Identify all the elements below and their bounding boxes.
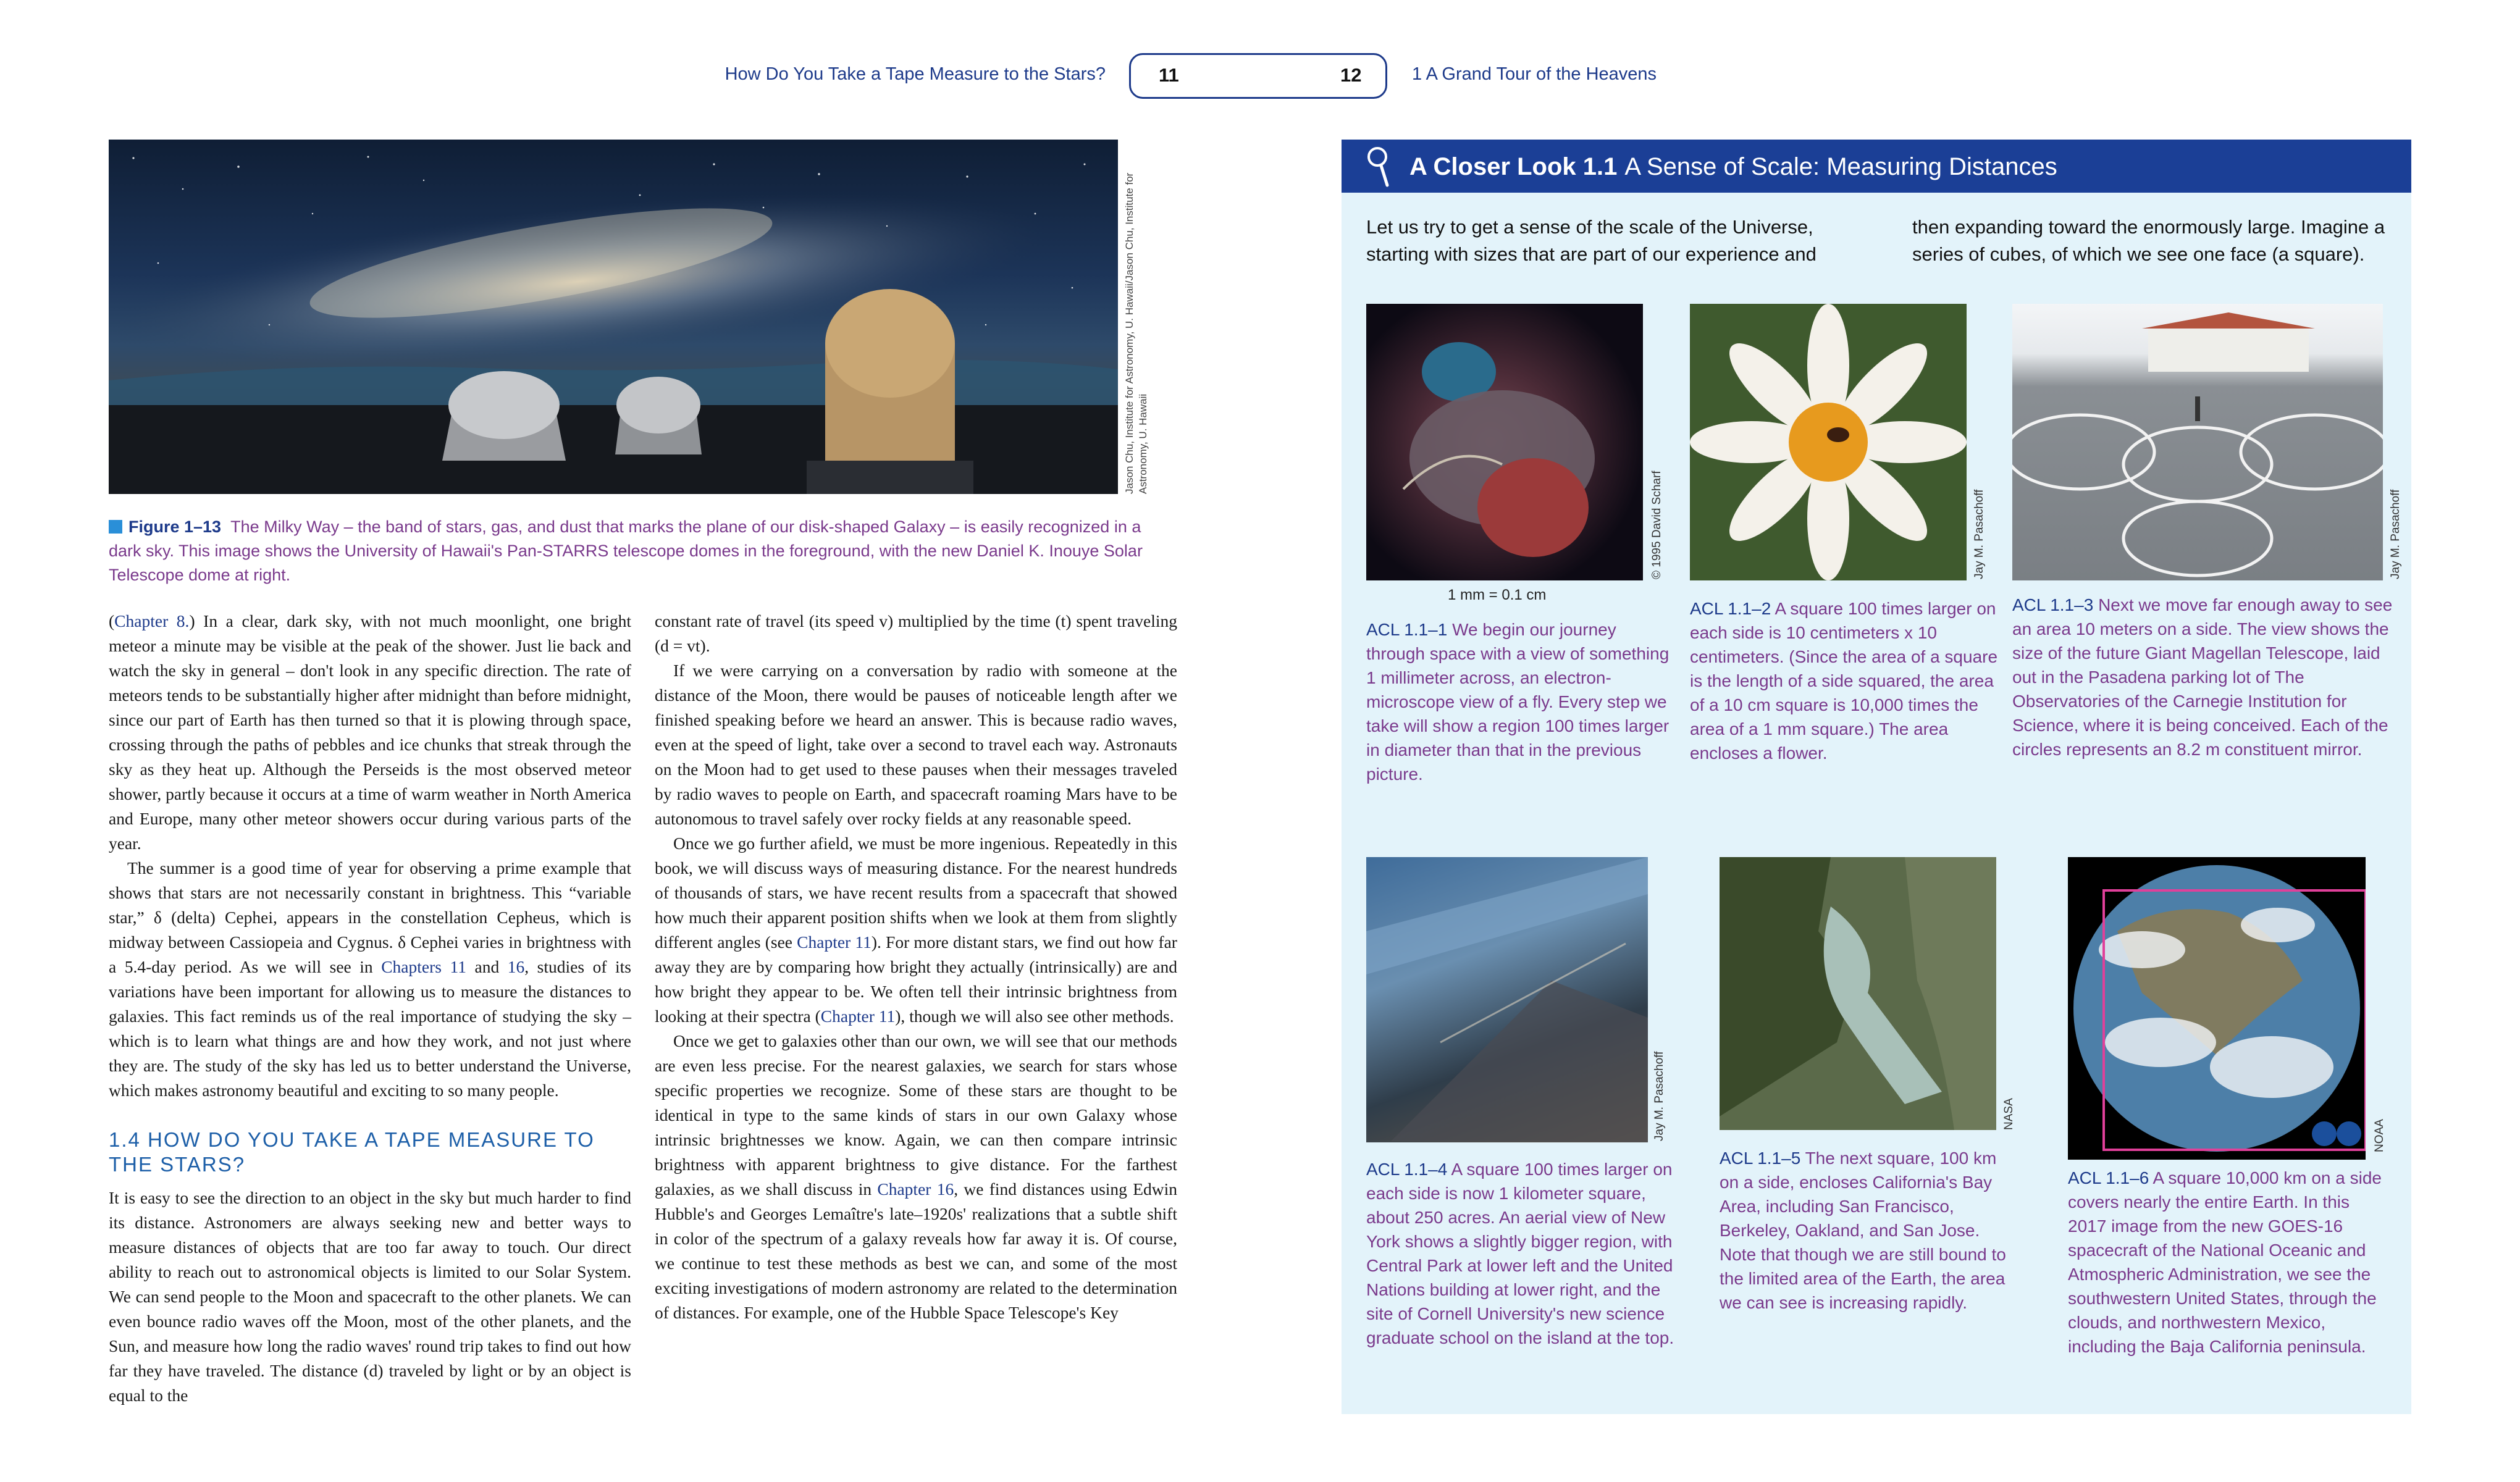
photo-credit: Jay M. Pasachoff <box>1973 489 1986 579</box>
scale-label: 1 mm = 0.1 cm <box>1448 587 1547 603</box>
fly-photo <box>1366 304 1643 580</box>
closer-look-title <box>1409 153 2057 181</box>
paragraph: constant rate of travel (its speed v) multiplied by the time (t) spent traveling (d = vt). <box>655 611 1177 655</box>
body-column-right <box>655 609 1177 1325</box>
paragraph: If we were carrying on a conversation by radio with someone at the distance of the Moon, there would be pauses of noticeable length after we finished speaking before we heard an answer. This is because radio waves, even at the speed of light, take over a second to travel each way. Astronauts on the Moon had to get used to these pauses when their messages traveled by radio waves to people on Earth, and spacecraft roaming Mars have to be autonomous to travel safely over rocky fields at any reasonable speed. <box>655 661 1177 828</box>
figure-photo-credit: Jason Chu, Institute for Astronomy, U. Hawaii/Jason Chu, Institute for Astronomy, U. Hawaii <box>1124 172 1149 494</box>
photo-credit: Jay M. Pasachoff <box>1653 1051 1666 1141</box>
photo-credit: Jay M. Pasachoff <box>2389 489 2402 579</box>
closer-look-title-bar <box>1342 140 2411 193</box>
milky-way-photo <box>109 140 1118 494</box>
figure-label: Figure 1–13 <box>128 517 222 536</box>
paragraph: Once we go further afield, we must be more ingenious. Repeatedly in this book, we will discuss ways of measuring distance. For the nearest hundreds of thousands of stars, we have recent results from a spacecraft that showed how much their apparent position shifts when we look at them from slightly different angles (see Chapter 11). For more distant stars, we find out how far away they are by comparing how bright they actually (intrinsically) are and how bright they appear to be. We often tell their intrinsic brightness from looking at their spectra (Chapter 11), though we will also see other methods. <box>655 834 1177 1026</box>
running-header-right-title: 1 A Grand Tour of the Heavens <box>1412 64 1657 84</box>
panel-caption: ACL 1.1–4 A square 100 times larger on each side is now 1 kilometer square, about 250 acres. An aerial view of New York shows a slightly bigger region, with Central Park at lower left and the United Nations building at lower right, and the site of Cornell University's new science graduate school on the island at the top. <box>1366 1160 1674 1347</box>
photo-credit: © 1995 David Scharf <box>1650 471 1663 579</box>
paragraph: (Chapter 8.) In a clear, dark sky, with not much moonlight, one bright meteor a minute may be visible at the peak of the shower. Just lie back and watch the sky in general – don't look in any specific direction. The rate of meteors tends to be substantially higher after midnight than before midnight, since our part of Earth has then turned so that it is plowing through space, crossing through the paths of pebbles and ice chunks that streak through the sky as they heat up. Although the Perseids is the most observed meteor shower, partly because it occurs at a time of warm weather in North America and Europe, many other meteor showers occur during various parts of the year. <box>109 611 631 853</box>
panel-caption: ACL 1.1–1 We begin our journey through space with a view of something 1 millimeter across, an electron-microscope view of a fly. Every step we take will show a region 100 times larger in diameter than that in the previous picture. <box>1366 620 1670 784</box>
closer-look-heading: A Sense of Scale: Measuring Distances <box>1624 153 2057 180</box>
closer-look-label: A Closer Look 1.1 <box>1409 153 1618 180</box>
figure-caption-text: The Milky Way – the band of stars, gas, and dust that marks the plane of our disk-shaped Galaxy – is easily recognized in a dark sky. This image shows the University of Hawaii's Pan-STARRS telescope domes in the foreground, with the new Daniel K. Inouye Solar Telescope dome at right. <box>109 517 1143 584</box>
flower-photo <box>1690 304 1967 580</box>
chapter-link[interactable]: Chapter 11 <box>797 932 872 952</box>
panel-caption: ACL 1.1–5 The next square, 100 km on a side, encloses California's Bay Area, including San Francisco, Berkeley, Oakland, and San Jose. Note that though we are still bound to the limited area of the Earth, the area we can see is increasing rapidly. <box>1720 1149 2006 1312</box>
figure-caption <box>109 515 1171 587</box>
chapter-link[interactable]: 16 <box>507 957 525 976</box>
paragraph: The summer is a good time of year for observing a prime example that shows that stars are not necessarily constant in brightness. This “variable star,” δ (delta) Cephei, appears in the constellation Cepheus, which is midway between Cassiopeia and Cygnus. δ Cephei varies in brightness with a 5.4-day period. As we will see in Chapters 11 and 16, studies of its variations have been important for allowing us to measure the distances to galaxies. This fact reminds us of the real importance of studying the sky – which is to learn what things are and how they work, and not just where they are. The study of the sky has led us to better understand the Universe, which makes astronomy beautiful and exciting to so many people. <box>109 858 632 1100</box>
panel-caption: ACL 1.1–6 A square 10,000 km on a side covers nearly the entire Earth. In this 2017 image from the new GOES-16 spacecraft of the National Oceanic and Atmospheric Administration, we see the southwestern United States, through the clouds, and northwestern Mexico, including the Baja California peninsula. <box>2068 1168 2382 1356</box>
caption-square-icon <box>109 520 122 534</box>
magnifier-icon <box>1365 144 1396 189</box>
new-york-aerial-photo <box>1366 857 1648 1142</box>
paragraph: Once we get to galaxies other than our own, we will see that our methods are even less precise. For the nearest galaxies, we search for stars whose specific properties we recognize. Some of these stars are thought to be identical in type to the same kinds of stars in our own Galaxy whose intrinsic brightnesses we know. Again, we can then compare intrinsic brightness with apparent brightness to give distance. For the farthest galaxies, as we shall discuss in Chapter 16, we find distances using Edwin Hubble's and Georges Lemaître's late–1920s' realizations that a subtle shift in color of the spectrum of a galaxy reveals how far away it is. Of course, we continue to test these methods as best we can, and some of the most exciting investigations of modern astronomy are related to the determination of distances. For example, one of the Hubble Space Telescope's Key <box>655 1031 1177 1322</box>
earth-satellite-photo <box>2068 857 2366 1160</box>
section-heading: 1.4 HOW DO YOU TAKE A TAPE MEASURE TO THE STARS? <box>109 1128 595 1176</box>
panel-caption: ACL 1.1–3 Next we move far enough away to see an area 10 meters on a side. The view shows the size of the future Giant Magellan Telescope, laid out in the Pasadena parking lot of The Observatories of the Carnegie Institution for Science, where it is being conceived. Each of the circles represents an 8.2 m constituent mirror. <box>2012 595 2393 759</box>
closer-look-intro-right: then expanding toward the enormously large. Imagine a series of cubes, of which we see one face (a square). <box>1912 216 2385 265</box>
right-page-number: 12 <box>1340 64 1362 86</box>
photo-credit: NOAA <box>2373 1119 2386 1152</box>
paragraph: It is easy to see the direction to an object in the sky but much harder to find its distance. Astronomers are always seeking new and better ways to measure distances of objects that are too far away to touch. Our direct ability to reach out to astronomical objects is limited to our Solar System. We can send people to the Moon and spacecraft to the other planets. We can even bounce radio waves off the Moon, most of the other planets, and the Sun, and measure how long the radio waves' round trip takes to find out how far they have traveled. The distance (d) traveled by light or by an object is equal to the <box>109 1188 631 1405</box>
chapter-link[interactable]: Chapter 8. <box>114 611 190 630</box>
panel-caption: ACL 1.1–2 A square 100 times larger on each side is 10 centimeters x 10 centimeters. (Since the area of a square is the length of a side squared, the area of a 10 cm square is 10,000 times the area of a 1 mm square.) The area encloses a flower. <box>1690 599 1998 763</box>
parking-lot-photo <box>2012 304 2383 580</box>
photo-credit: NASA <box>2002 1098 2015 1130</box>
left-page-number: 11 <box>1159 64 1179 86</box>
chapter-link[interactable]: Chapter 11 <box>820 1007 896 1026</box>
chapter-link[interactable]: Chapter 16 <box>877 1179 954 1199</box>
closer-look-box <box>1342 140 2411 1414</box>
bay-area-satellite-photo <box>1720 857 1996 1130</box>
closer-look-intro-left: Let us try to get a sense of the scale of the Universe, starting with sizes that are part of our experience and <box>1366 216 1816 265</box>
chapter-link[interactable]: Chapters 11 <box>381 957 466 976</box>
running-header-left-title: How Do You Take a Tape Measure to the Stars? <box>724 64 1106 84</box>
body-column-left <box>109 609 631 1408</box>
